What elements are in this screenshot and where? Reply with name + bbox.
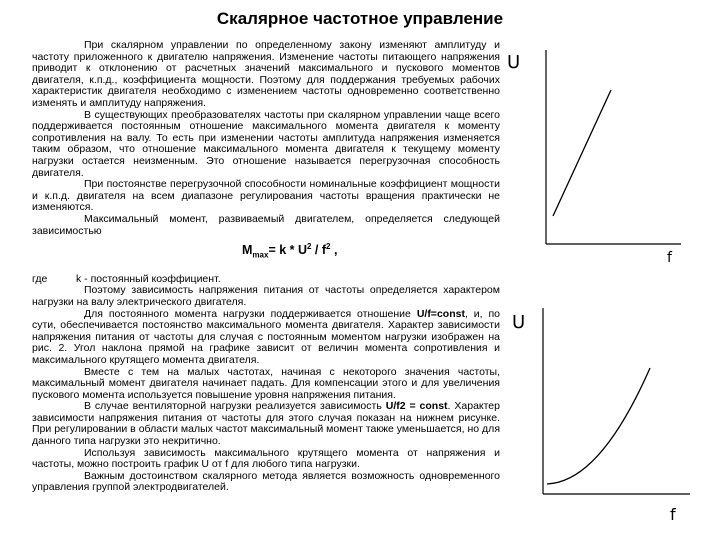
paragraph: При постоянстве перегрузочной способности номинальные коэффициент мощности и к.п.д. двигателя на всем диапазоне регулирования частоты вращения практически не изменяются. xyxy=(32,178,500,214)
x-axis-label: f xyxy=(670,505,676,524)
page-title: Скалярное частотное управление xyxy=(216,9,504,28)
where-text: k - постоянный коэффициент. xyxy=(76,272,221,285)
ratio-constant: U/f=const xyxy=(416,307,465,320)
graph-linear xyxy=(505,48,690,266)
where-label: где xyxy=(32,272,48,285)
graph-quadratic xyxy=(510,306,695,528)
paragraph: Важным достоинством скалярного метода является возможность одновременного управления группой электродвигателей. xyxy=(32,469,500,494)
formula-rhs-a: = k * U xyxy=(268,243,307,258)
paragraph xyxy=(32,309,500,367)
paragraph: Максимальный момент, развиваемый двигателем, определяется следующей зависимостью xyxy=(32,212,500,237)
paragraph xyxy=(32,401,500,447)
paragraph: В существующих преобразователях частоты при скалярном управлении чаще всего поддерживается постоянным отношение максимального момента двигателя к моменту сопротивления на валу. То есть при изменении частоты амплитуда напряжения изменяется таким образом, что отношение максимального момента двигателя к текущему моменту нагрузки остается неизменным. Это отношение называется перегрузочная способность двигателя. xyxy=(32,108,500,179)
paragraph-text: Для постоянного момента нагрузки поддерживается отношение xyxy=(84,307,417,320)
paragraph-text: В случае вентиляторной нагрузки реализуется зависимость xyxy=(84,400,386,413)
u-f-line xyxy=(553,90,611,216)
formula-lhs-sub: max xyxy=(252,250,269,260)
y-axis-label: U xyxy=(507,52,521,73)
paragraph-text: . Характер зависимости напряжения питания от частоты для этого случая показан на нижнем рисунке. При регулировании в области малых частот максимальный момент также уменьшается, но для данного типа нагрузки это некритично. xyxy=(32,400,500,448)
torque-formula xyxy=(32,239,500,264)
formula-sup-a: 2 xyxy=(307,242,312,252)
x-axis-label: f xyxy=(667,250,672,266)
u-f2-curve xyxy=(547,368,650,484)
paragraph: Используя зависимость максимального крутящего момента от напряжения и частоты, можно построить график U от f для любого типа нагрузки. xyxy=(32,446,500,471)
formula-sup-b: 2 xyxy=(326,242,331,252)
paragraph: Поэтому зависимость напряжения питания от частоты определяется характером нагрузки на валу электрического двигателя. xyxy=(32,284,500,308)
paragraph: Вместе с тем на малых частотах, начиная с некоторого значения частоты, максимальный момент двигателя начинает падать. Для компенсации этого и для увеличения пускового момента используется повышение уровня напряжения питания. xyxy=(32,365,500,401)
formula-lhs: M xyxy=(242,243,253,258)
y-axis-label: U xyxy=(512,312,526,333)
paragraph-text: , и, по сути, обеспечивается постоянство максимального момента двигателя. Характер зависимости напряжения питания от частоты для случая с постоянным моментом нагрузки изображен на рис. 2. Угол наклона прямой на графике зависит от величин момента сопротивления и максимального крутящего момента двигателя. xyxy=(32,307,501,366)
paragraph: При скалярном управлении по определенному закону изменяют амплитуду и частоту приложенного к двигателю напряжения. Изменение частоты питающего напряжения приводит к отклонению от расчетных значений максимального и пускового моментов двигателя, к.п.д., коэффициента мощности. Поэтому для поддержания требуемых рабочих характеристик двигателя необходимо с изменением частоты одновременно соответственно изменять и амплитуду напряжения. xyxy=(32,39,500,109)
formula-tail: , xyxy=(330,243,338,258)
formula-rhs-b: / f xyxy=(311,243,327,258)
fan-ratio-constant: U/f2 = const xyxy=(385,400,448,413)
body-text xyxy=(32,40,500,494)
